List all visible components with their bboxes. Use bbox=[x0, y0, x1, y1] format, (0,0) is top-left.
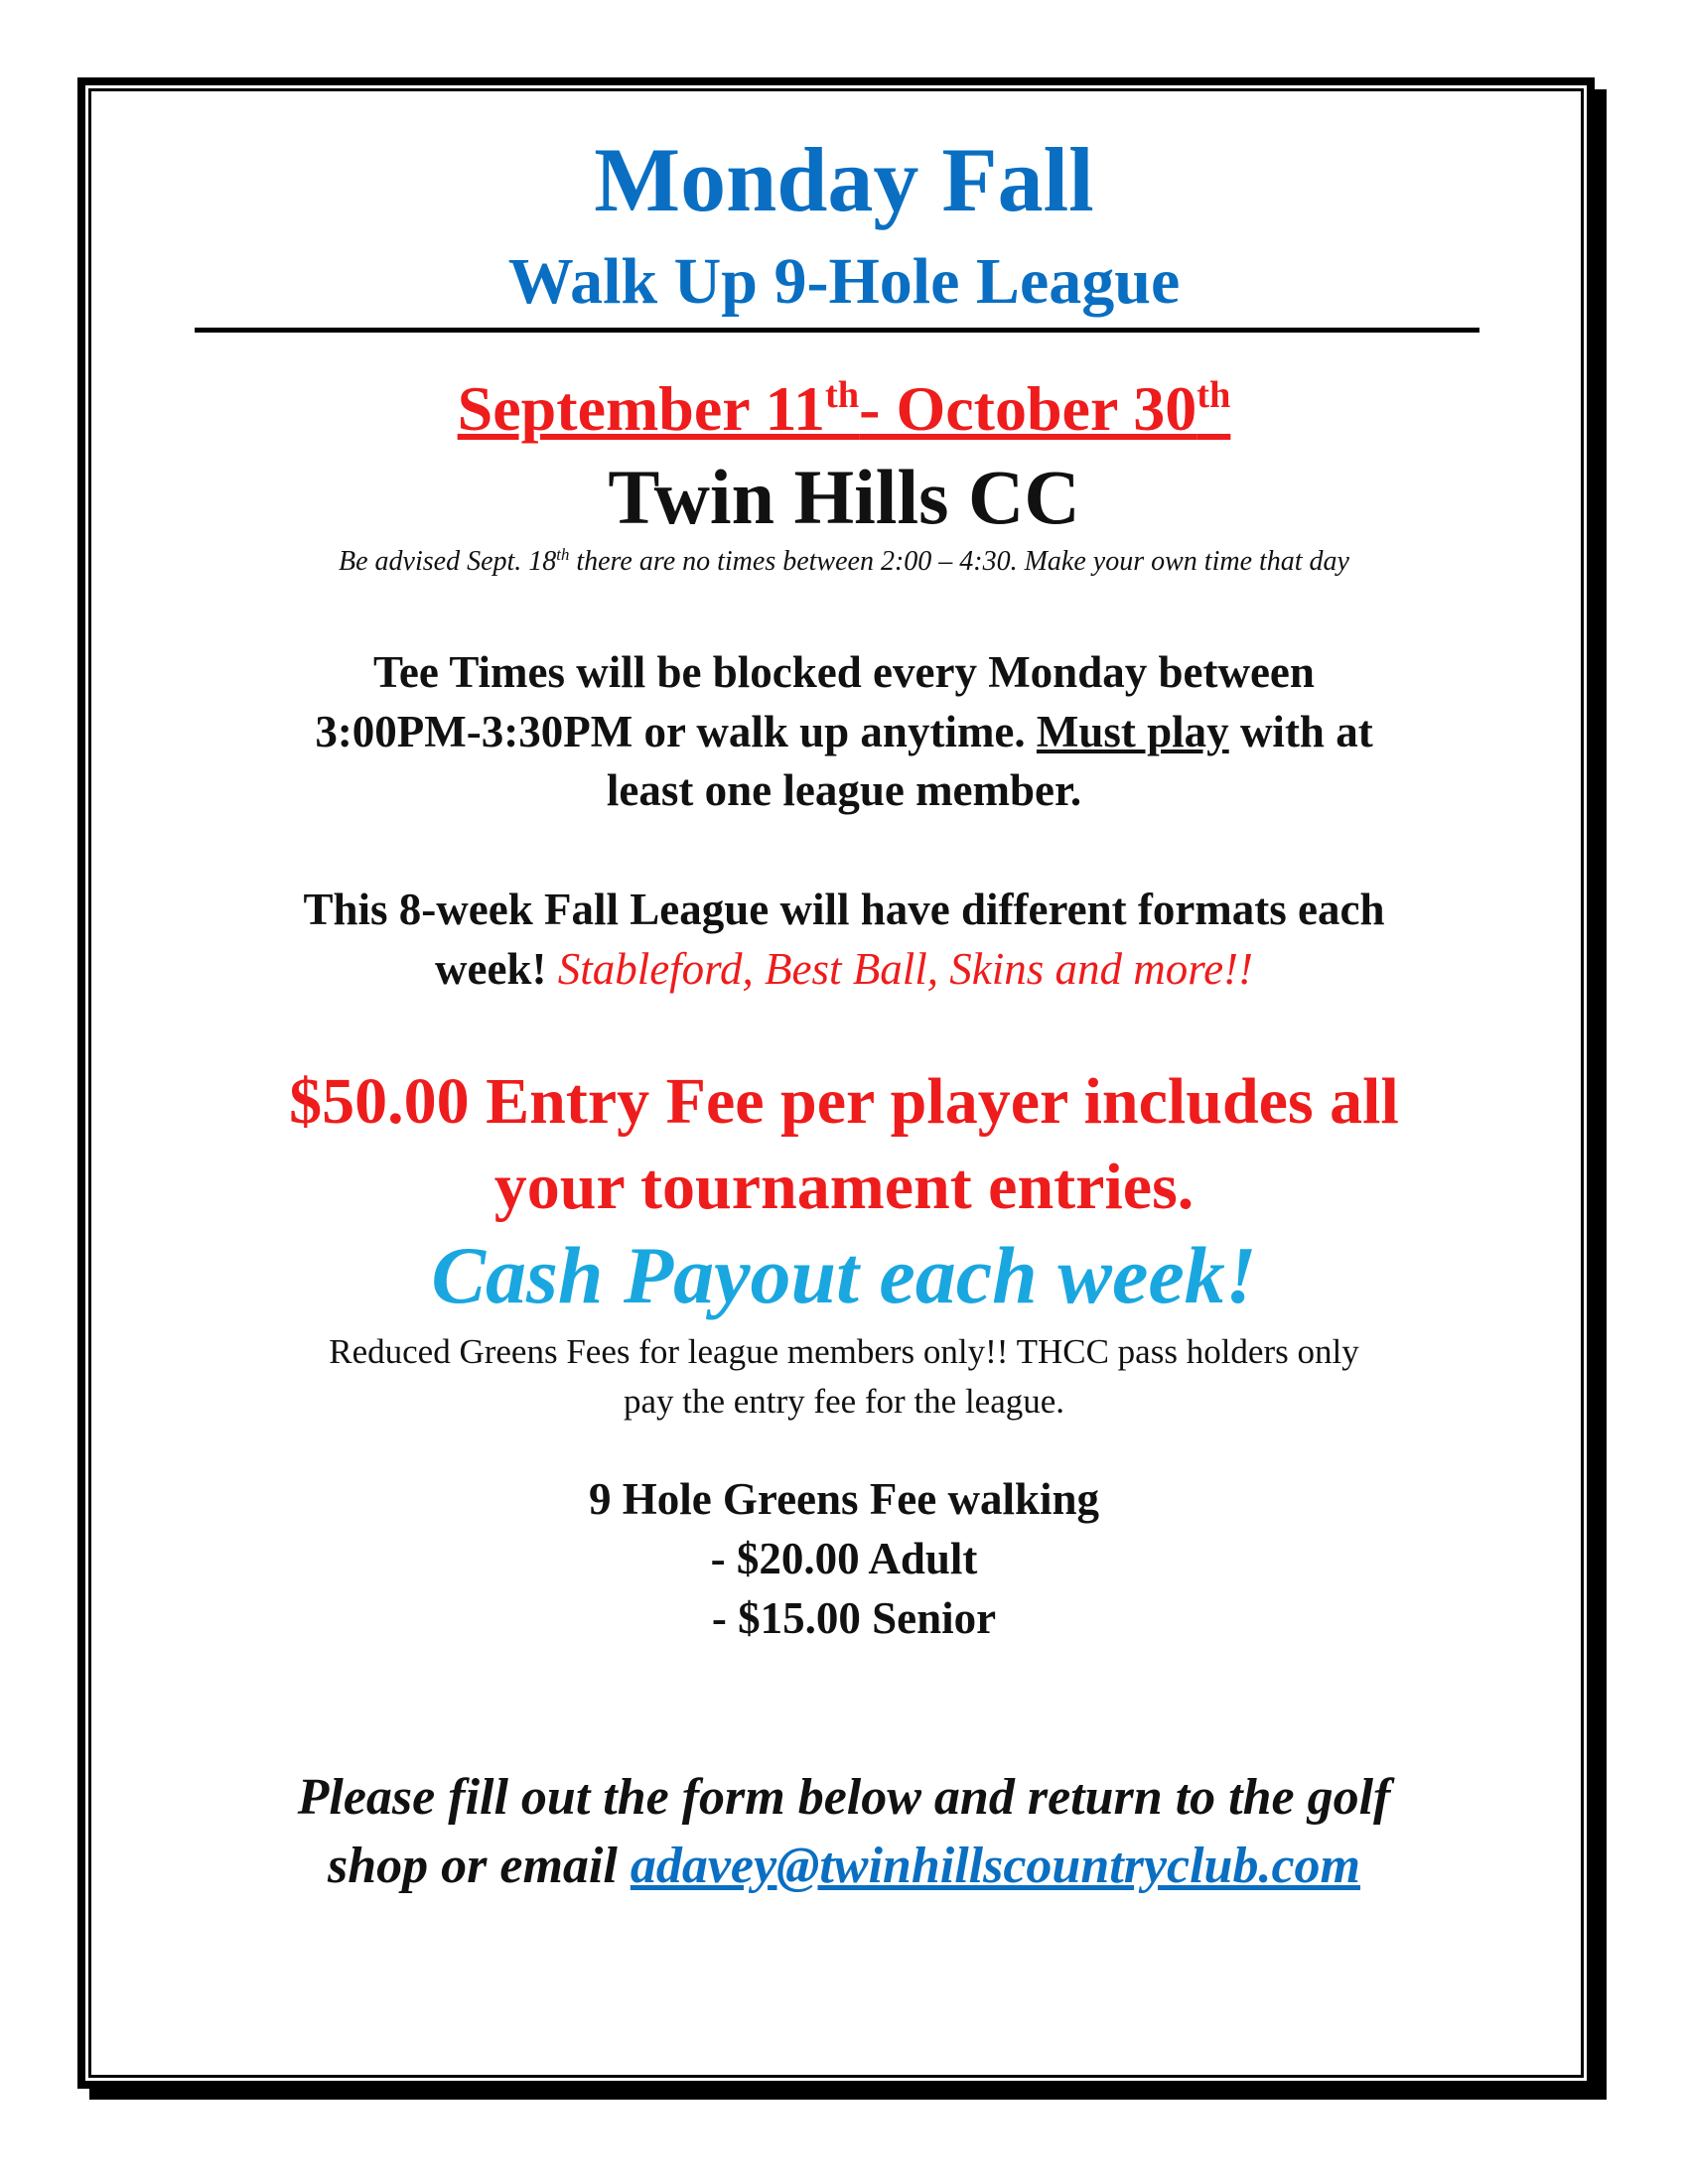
greens-fee-adult: - $20.00 Adult bbox=[710, 1534, 978, 1583]
form-note-text: shop or email bbox=[328, 1838, 631, 1894]
tee-times-text: 3:00PM-3:30PM or walk up anytime. bbox=[315, 707, 1037, 756]
tee-times-text-rest: with at bbox=[1228, 707, 1373, 756]
greens-fee-senior: - $15.00 Senior bbox=[711, 1593, 997, 1643]
reduced-fees-line1: Reduced Greens Fees for league members only!! THCC pass holders only bbox=[329, 1332, 1359, 1371]
page-title: Monday Fall bbox=[594, 129, 1094, 230]
formats-line1: This 8-week Fall League will have different formats each bbox=[303, 885, 1385, 934]
advisory-text-rest: there are no times between 2:00 – 4:30. Make your own time that day bbox=[569, 546, 1349, 577]
greens-fee-heading: 9 Hole Greens Fee walking bbox=[588, 1474, 1100, 1524]
advisory-suffix: th bbox=[556, 544, 570, 564]
league-dates bbox=[0, 372, 1688, 446]
advisory-note bbox=[0, 546, 1688, 578]
page-subtitle: Walk Up 9-Hole League bbox=[507, 245, 1181, 318]
title-rule bbox=[195, 328, 1479, 333]
advisory-text: Be advised Sept. 18 bbox=[339, 546, 557, 577]
tee-times-line3: least one league member. bbox=[606, 765, 1082, 815]
email-link[interactable]: adavey@twinhillscountryclub.com bbox=[630, 1838, 1360, 1894]
formats-text: week! bbox=[434, 944, 558, 994]
formats-list: Stableford, Best Ball, Skins and more!! bbox=[557, 944, 1254, 994]
end-date: - October 30 bbox=[859, 373, 1197, 444]
cash-payout: Cash Payout each week! bbox=[431, 1230, 1257, 1320]
tee-times-line2 bbox=[0, 706, 1688, 757]
start-date: September 11 bbox=[457, 373, 825, 444]
entry-fee-line2: your tournament entries. bbox=[493, 1151, 1195, 1223]
end-date-suffix: th bbox=[1196, 373, 1231, 416]
entry-fee-line1: $50.00 Entry Fee per player includes all bbox=[289, 1065, 1399, 1138]
reduced-fees-line2: pay the entry fee for the league. bbox=[623, 1382, 1065, 1421]
start-date-suffix: th bbox=[825, 373, 860, 416]
formats-line2 bbox=[0, 943, 1688, 995]
form-note-line1: Please fill out the form below and return to the golf bbox=[297, 1769, 1391, 1826]
tee-times-line1: Tee Times will be blocked every Monday between bbox=[373, 647, 1315, 697]
must-play-emphasis: Must play bbox=[1036, 707, 1229, 756]
venue-name: Twin Hills CC bbox=[608, 454, 1080, 540]
form-note-line2 bbox=[0, 1837, 1688, 1895]
